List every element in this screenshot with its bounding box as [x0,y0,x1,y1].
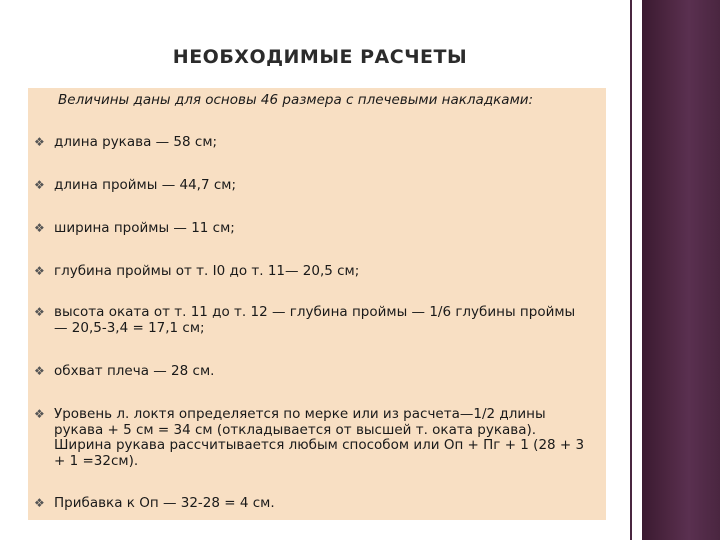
slide-title: НЕОБХОДИМЫЕ РАСЧЕТЫ [172,46,468,68]
list-item-text: высота оката от т. 11 до т. 12 — глубина проймы — 1/6 глубины проймы — 20,5-3,4 = 17,1 см; [54,304,576,336]
diamond-bullet-icon: ❖ [34,178,45,192]
decorative-side-bar [642,0,720,540]
diamond-bullet-icon: ❖ [34,135,45,149]
list-item-text: Уровень л. локтя определяется по мерке или из расчета—1/2 длины рукава + 5 см = 34 см (откладывается от высшей т. оката рукава). Ширина рукава рассчитывается любым способом или Оп + Пг + 1 (28 + 3 + 1 =32см). [54,406,585,469]
diamond-bullet-icon: ❖ [34,407,45,421]
diamond-bullet-icon: ❖ [34,496,45,510]
diamond-bullet-icon: ❖ [34,264,45,278]
list-item [34,264,594,280]
list-item [34,305,594,336]
list-item [34,364,594,380]
list-item-text: длина рукава — 58 см; [54,134,218,150]
diamond-bullet-icon: ❖ [34,221,45,235]
list-item-text: глубина проймы от т. I0 до т. 11— 20,5 см; [54,263,360,279]
list-item-text: Прибавка к Оп — 32-28 = 4 см. [54,495,275,511]
decorative-line [630,0,632,540]
list-item [34,178,594,194]
list-item-text: обхват плеча — 28 см. [54,363,215,379]
list-item-text: ширина проймы — 11 см; [54,220,235,236]
diamond-bullet-icon: ❖ [34,364,45,378]
diamond-bullet-icon: ❖ [34,305,45,319]
slide-subtitle: Величины даны для основы 46 размера с плечевыми накладками: [58,92,534,108]
list-item-text: длина проймы — 44,7 см; [54,177,236,193]
list-item [34,496,594,512]
list-item [34,221,594,237]
list-item [34,135,594,151]
list-item [34,407,594,469]
